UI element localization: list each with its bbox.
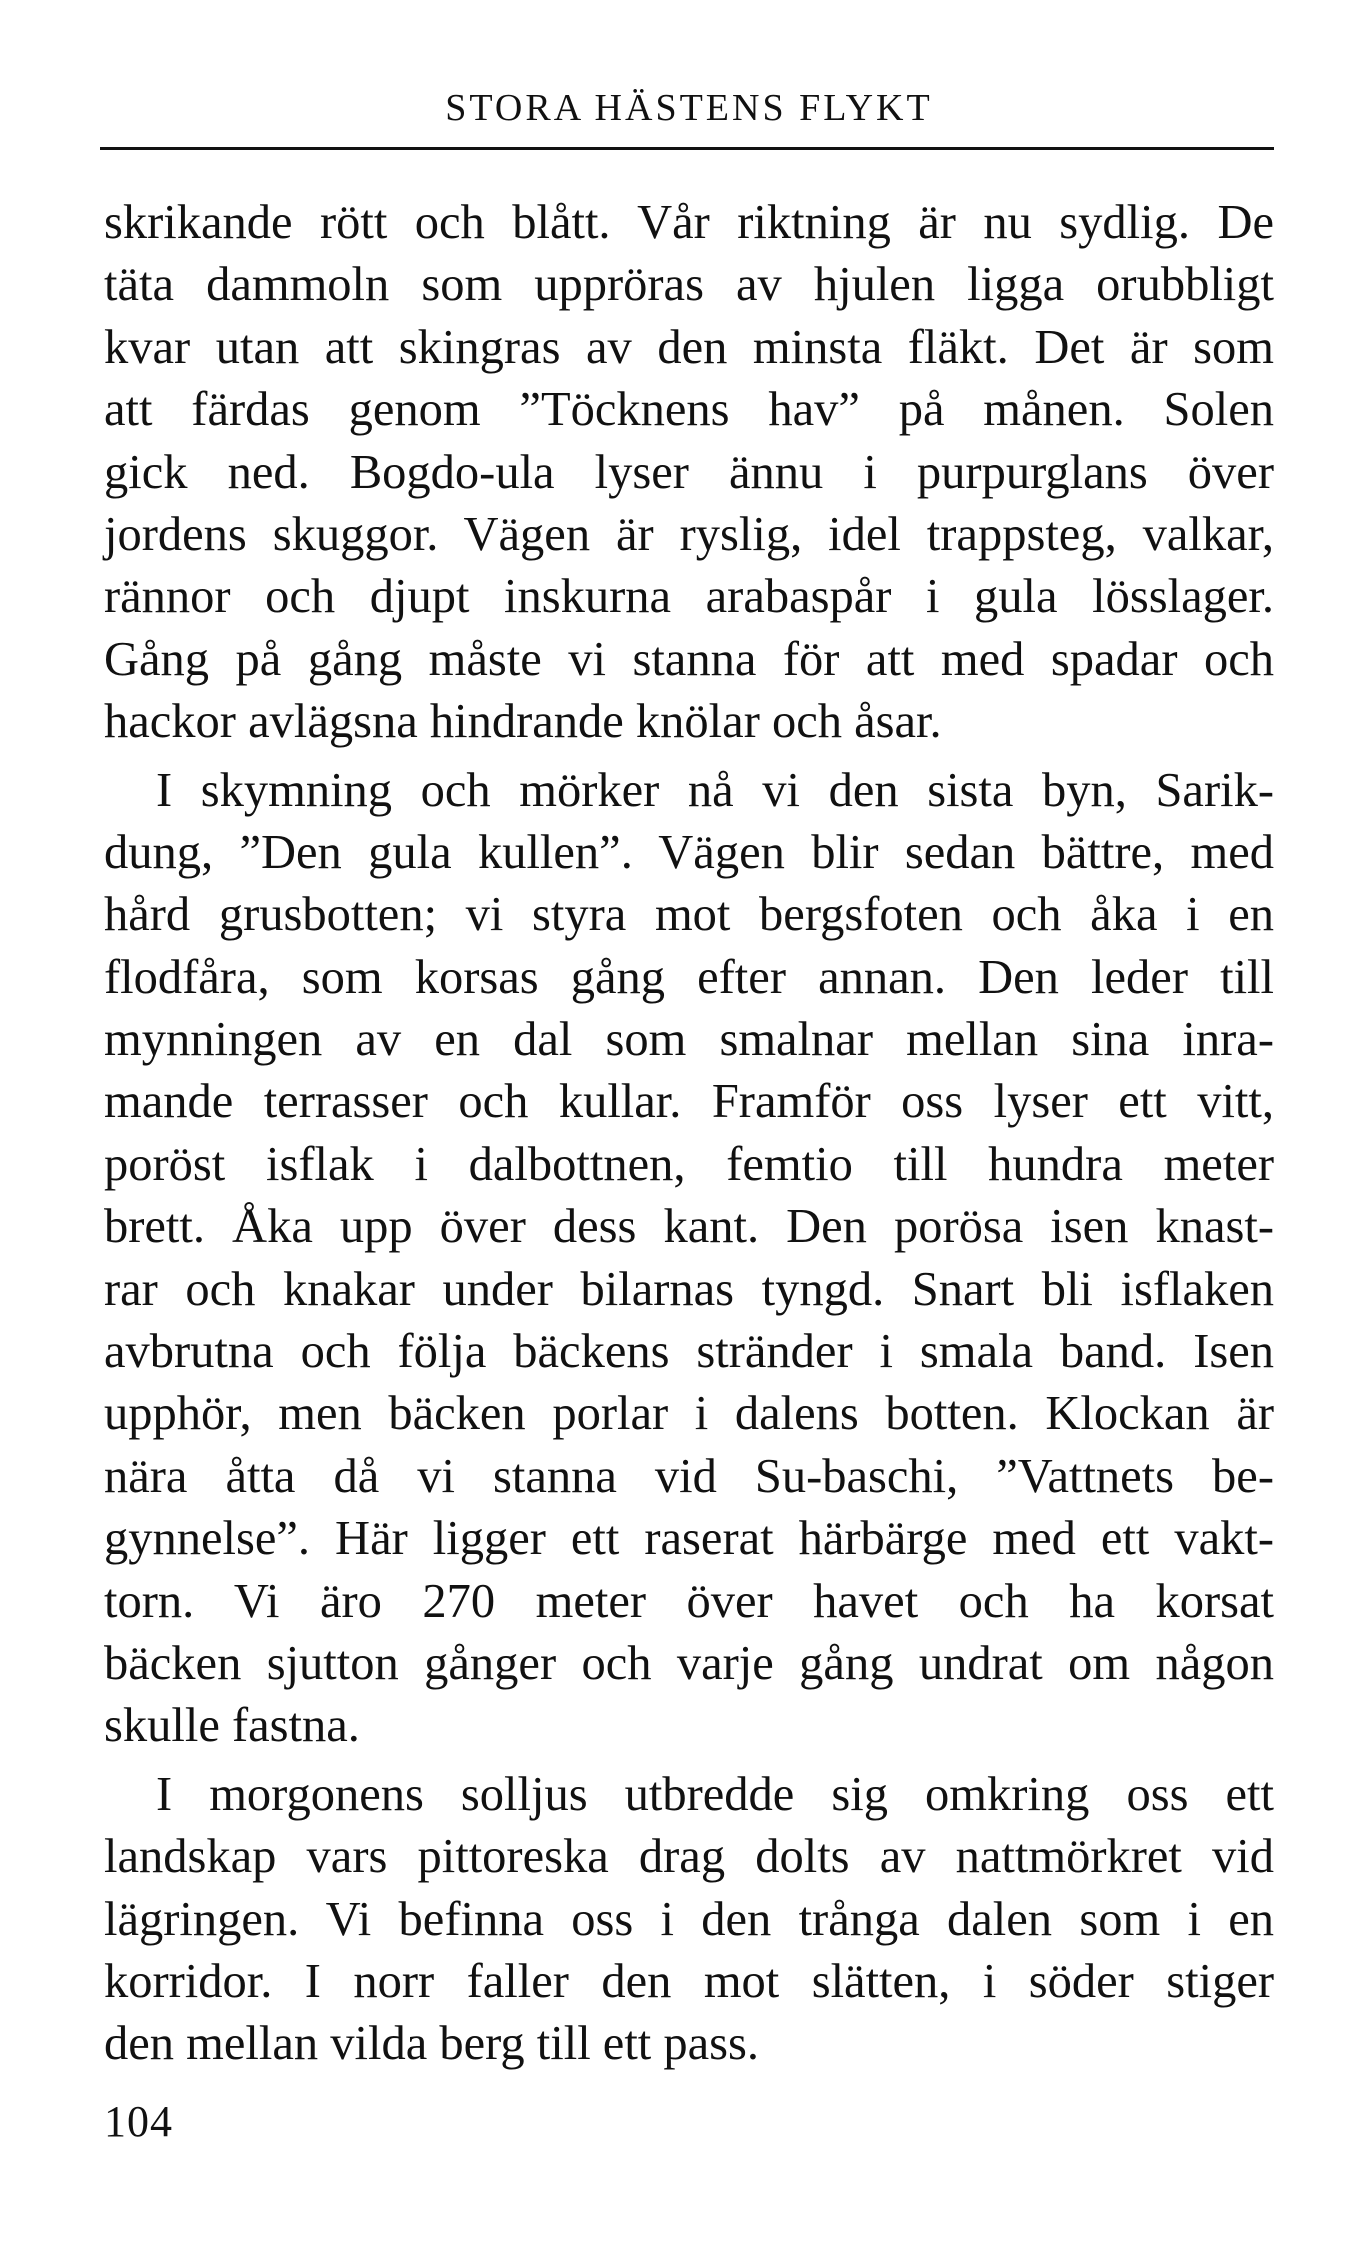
text-line: upphör, men bäcken porlar i dalens botten. Klockan är — [104, 1387, 1274, 1441]
text-line: den mellan vilda berg till ett pass. — [104, 2017, 760, 2071]
text-line: nära åtta då vi stanna vid Su-baschi, ”Vattnets be- — [104, 1449, 1274, 1503]
text-line: att färdas genom ”Töcknens hav” på månen. Solen — [104, 383, 1274, 437]
text-line: torn. Vi äro 270 meter över havet och ha korsat — [104, 1574, 1274, 1628]
text-line: hackor avlägsna hindrande knölar och åsar. — [104, 695, 942, 749]
text-line: poröst isflak i dalbottnen, femtio till hundra meter — [104, 1137, 1274, 1191]
text-line: hård grusbotten; vi styra mot bergsfoten och åka i en — [104, 888, 1274, 942]
text-line: korridor. I norr faller den mot slätten, i söder stiger — [104, 1954, 1274, 2008]
paragraph-1 — [104, 192, 1274, 754]
body-text — [104, 192, 1274, 2076]
running-title: STORA HÄSTENS FLYKT — [445, 87, 933, 129]
text-line: gynnelse”. Här ligger ett raserat härbärge med ett vakt- — [104, 1512, 1274, 1566]
text-line: rännor och djupt inskurna arabaspår i gula lösslager. — [104, 570, 1274, 624]
text-line: jordens skuggor. Vägen är ryslig, idel trappsteg, valkar, — [104, 507, 1274, 561]
text-line: kvar utan att skingras av den minsta fläkt. Det är som — [104, 320, 1274, 374]
text-line: avbrutna och följa bäckens stränder i smala band. Isen — [104, 1325, 1274, 1379]
text-line: skulle fastna. — [104, 1699, 360, 1753]
page-number: 104 — [104, 2097, 173, 2146]
text-line: lägringen. Vi befinna oss i den trånga dalen som i en — [104, 1892, 1274, 1946]
text-line: gick ned. Bogdo-ula lyser ännu i purpurglans över — [104, 445, 1274, 499]
paragraph-3 — [104, 1764, 1274, 2076]
text-line: täta dammoln som uppröras av hjulen ligga orubbligt — [104, 258, 1274, 312]
text-line: brett. Åka upp över dess kant. Den porösa isen knast- — [104, 1200, 1274, 1254]
text-line: mande terrasser och kullar. Framför oss lyser ett vitt, — [104, 1075, 1274, 1129]
text-line: flodfåra, som korsas gång efter annan. Den leder till — [104, 950, 1274, 1004]
paragraph-2 — [104, 760, 1274, 1758]
text-line: I skymning och mörker nå vi den sista byn, Sarik- — [156, 763, 1274, 817]
header-rule — [100, 147, 1274, 150]
text-line: rar och knakar under bilarnas tyngd. Snart bli isflaken — [104, 1262, 1274, 1316]
text-line: landskap vars pittoreska drag dolts av nattmörkret vid — [104, 1830, 1274, 1884]
text-line: I morgonens solljus utbredde sig omkring oss ett — [156, 1767, 1274, 1821]
text-line: skrikande rött och blått. Vår riktning är nu sydlig. De — [104, 196, 1274, 249]
text-line: bäcken sjutton gånger och varje gång undrat om någon — [104, 1636, 1274, 1690]
text-line: dung, ”Den gula kullen”. Vägen blir sedan bättre, med — [104, 825, 1274, 879]
text-line: Gång på gång måste vi stanna för att med spadar och — [104, 632, 1274, 686]
text-line: mynningen av en dal som smalnar mellan sina inra- — [104, 1013, 1274, 1067]
